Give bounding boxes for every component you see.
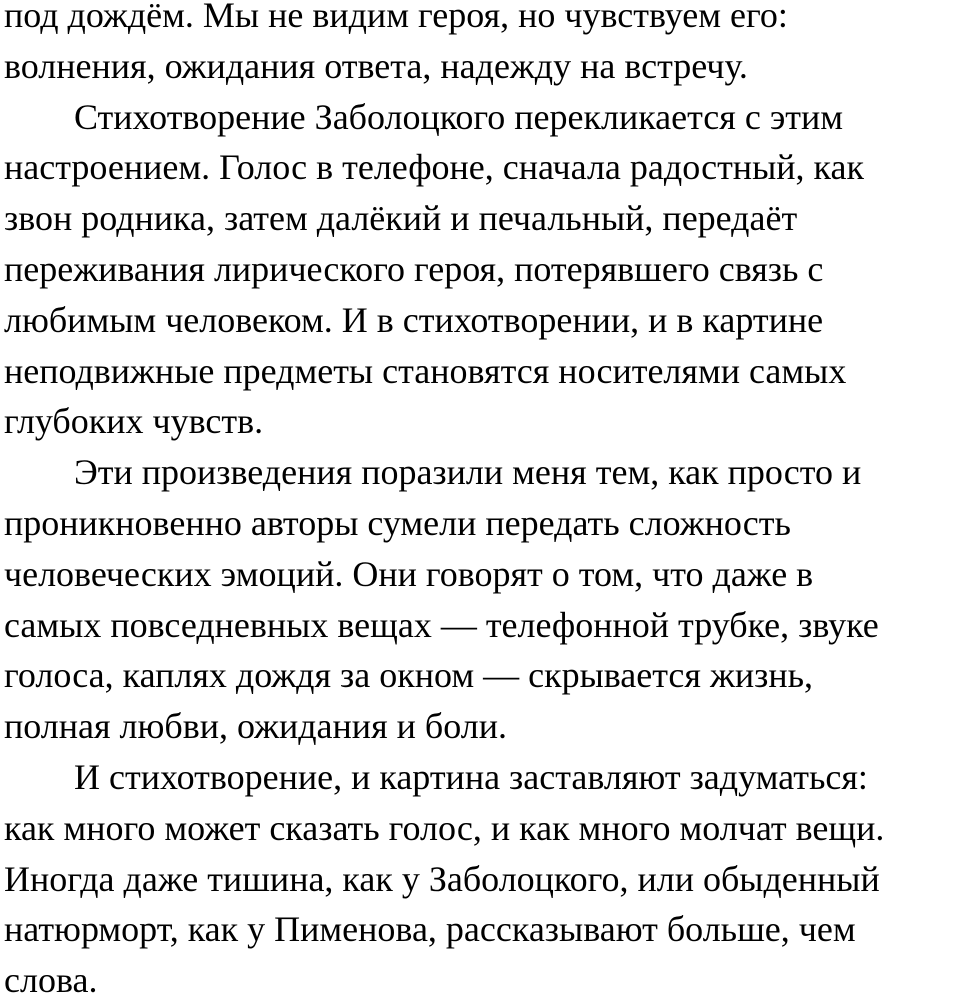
text-line: настроением. Голос в телефоне, сначала радостный, как: [4, 147, 864, 188]
text-line: полная любви, ожидания и боли.: [4, 706, 507, 747]
text-line: Стихотворение Заболоцкого перекликается с этим: [74, 96, 844, 137]
paragraph: [4, 0, 954, 92]
text-line: неподвижные предметы становятся носителями самых: [4, 350, 847, 391]
document-body: [4, 0, 954, 1006]
paragraph: [4, 752, 954, 1006]
paragraph: [4, 92, 954, 448]
text-line: самых повседневных вещах — телефонной трубке, звуке: [4, 604, 879, 645]
text-line: под дождём. Мы не видим героя, но чувствуем его:: [4, 0, 788, 35]
text-line: слова.: [4, 960, 98, 1001]
text-line: И стихотворение, и картина заставляют задуматься:: [74, 756, 868, 797]
text-line: натюрморт, как у Пименова, рассказывают больше, чем: [4, 909, 856, 950]
text-line: как много может сказать голос, и как много молчат вещи.: [4, 807, 885, 848]
text-line: человеческих эмоций. Они говорят о том, что даже в: [4, 553, 814, 594]
text-line: волнения, ожидания ответа, надежду на встречу.: [4, 45, 748, 86]
text-line: Эти произведения поразили меня тем, как просто и: [74, 452, 862, 493]
text-line: переживания лирического героя, потерявшего связь с: [4, 248, 824, 289]
text-line: звон родника, затем далёкий и печальный, передаёт: [4, 198, 798, 239]
text-line: проникновенно авторы сумели передать сложность: [4, 502, 791, 543]
text-line: Иногда даже тишина, как у Заболоцкого, или обыденный: [4, 858, 880, 899]
text-line: любимым человеком. И в стихотворении, и в картине: [4, 299, 824, 340]
paragraph: [4, 447, 954, 752]
text-line: голоса, каплях дождя за окном — скрывается жизнь,: [4, 655, 813, 696]
text-line: глубоких чувств.: [4, 401, 264, 442]
